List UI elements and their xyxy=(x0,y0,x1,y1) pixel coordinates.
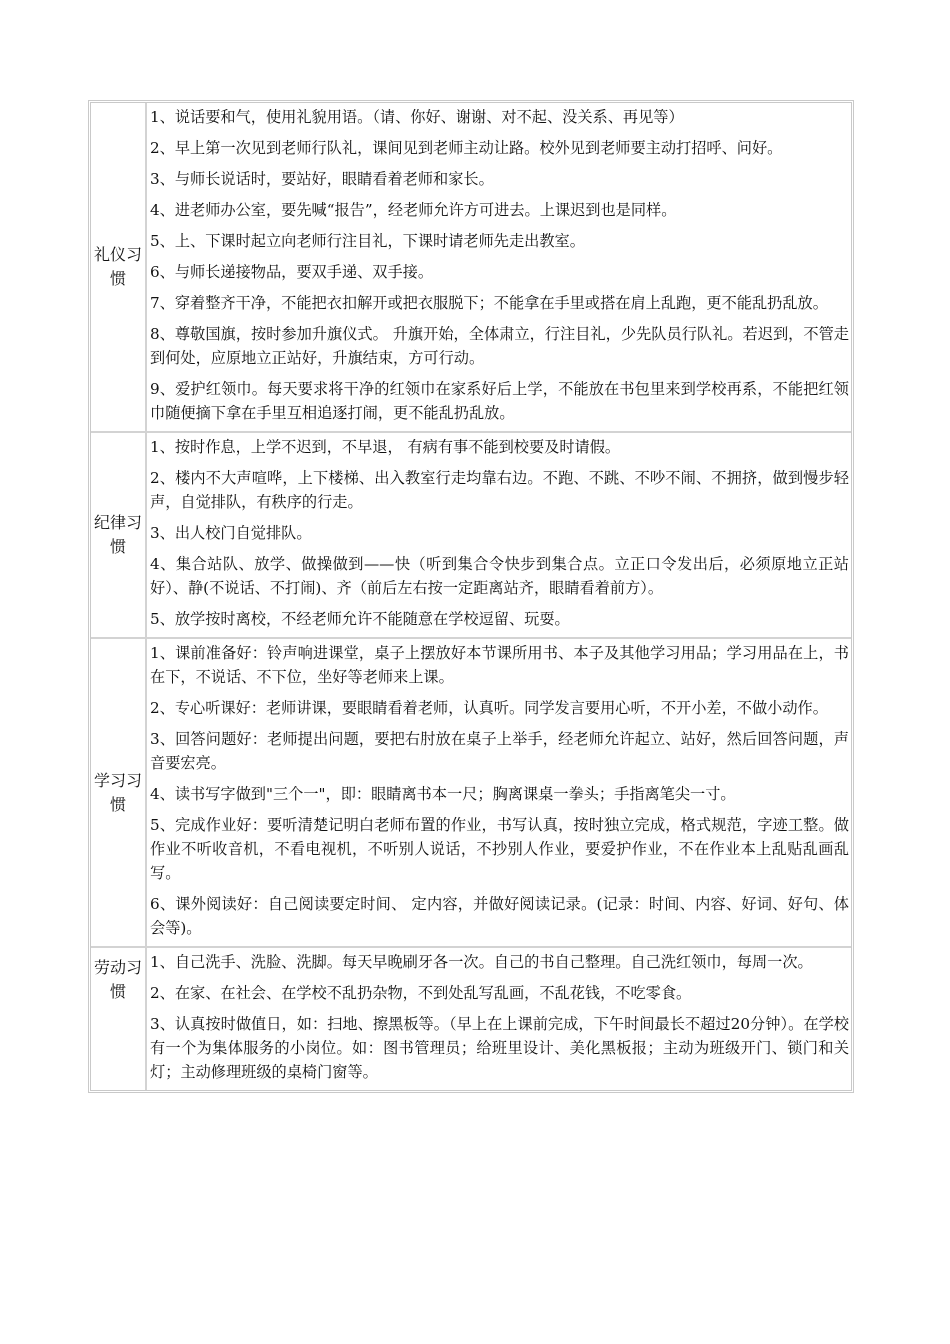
item-list xyxy=(147,639,851,946)
section-discipline xyxy=(91,433,851,639)
list-item: 5、完成作业好：要听清楚记明白老师布置的作业，书写认真，按时独立完成，格式规范，字迹工整。做作业不听收音机，不看电视机，不听别人说话，不抄别人作业，要爱护作业，不在作业本上乱贴乱画乱写。 xyxy=(150,816,849,882)
list-item: 3、认真按时做值日，如：扫地、擦黑板等。（早上在上课前完成，下午时间最长不超过20分钟）。在学校有一个为集体服务的小岗位。如：图书管理员；给班里设计、美化黑板报；主动为班级开门、锁门和关灯；主动修理班级的桌椅门窗等。 xyxy=(150,1015,849,1081)
habits-table xyxy=(88,100,854,1093)
category-label: 劳动习惯 xyxy=(91,948,147,1090)
section-etiquette xyxy=(91,103,851,433)
section-study xyxy=(91,639,851,948)
list-item: 1、说话要和气，使用礼貌用语。（请、你好、谢谢、对不起、没关系、再见等） xyxy=(150,108,684,126)
list-item: 2、在家、在社会、在学校不乱扔杂物，不到处乱写乱画，不乱花钱，不吃零食。 xyxy=(150,984,692,1002)
category-label: 学习习惯 xyxy=(91,639,147,946)
list-item: 2、专心听课好：老师讲课，要眼睛看着老师，认真听。同学发言要用心听，不开小差，不做小动作。 xyxy=(150,699,828,717)
list-item: 2、楼内不大声喧哗，上下楼梯、出入教室行走均靠右边。不跑、不跳、不吵不闹、不拥挤，做到慢步轻声，自觉排队，有秩序的行走。 xyxy=(150,469,849,511)
list-item: 6、与师长递接物品，要双手递、双手接。 xyxy=(150,263,434,281)
category-label: 纪律习惯 xyxy=(91,433,147,637)
list-item: 6、课外阅读好：自己阅读要定时间、 定内容，并做好阅读记录。(记录：时间、内容、好词、好句、体会等)。 xyxy=(150,895,849,937)
list-item: 7、穿着整齐干净，不能把衣扣解开或把衣服脱下；不能拿在手里或搭在肩上乱跑，更不能乱扔乱放。 xyxy=(150,294,828,312)
list-item: 5、上、下课时起立向老师行注目礼，下课时请老师先走出教室。 xyxy=(150,232,585,250)
list-item: 2、早上第一次见到老师行队礼，课间见到老师主动让路。校外见到老师要主动打招呼、问好。 xyxy=(150,139,783,157)
list-item: 8、尊敬国旗，按时参加升旗仪式。 升旗开始，全体肃立，行注目礼，少先队员行队礼。若迟到，不管走到何处，应原地立正站好，升旗结束，方可行动。 xyxy=(150,325,849,367)
list-item: 4、集合站队、放学、做操做到——快（听到集合令快步到集合点。立正口令发出后，必须原地立正站好）、静(不说话、不打闹)、齐（前后左右按一定距离站齐，眼睛看着前方）。 xyxy=(150,555,849,597)
item-list xyxy=(147,433,851,637)
list-item: 1、课前准备好：铃声响进课堂，桌子上摆放好本节课所用书、本子及其他学习用品；学习用品在上，书在下，不说话、不下位，坐好等老师来上课。 xyxy=(150,644,849,686)
list-item: 5、放学按时离校，不经老师允许不能随意在学校逗留、玩耍。 xyxy=(150,610,570,628)
item-list xyxy=(147,948,851,1090)
list-item: 1、按时作息，上学不迟到，不早退， 有病有事不能到校要及时请假。 xyxy=(150,438,621,456)
list-item: 3、与师长说话时，要站好，眼睛看着老师和家长。 xyxy=(150,170,494,188)
category-label: 礼仪习惯 xyxy=(91,103,147,431)
section-labor xyxy=(91,948,851,1090)
list-item: 3、回答问题好：老师提出问题，要把右肘放在桌子上举手，经老师允许起立、站好，然后回答问题，声音要宏亮。 xyxy=(150,730,849,772)
list-item: 1、自己洗手、洗脸、洗脚。每天早晚刷牙各一次。自己的书自己整理。自己洗红领巾，每周一次。 xyxy=(150,953,813,971)
list-item: 9、爱护红领巾。每天要求将干净的红领巾在家系好后上学，不能放在书包里来到学校再系，不能把红领巾随便摘下拿在手里互相追逐打闹，更不能乱扔乱放。 xyxy=(150,380,849,422)
list-item: 3、出人校门自觉排队。 xyxy=(150,524,312,542)
list-item: 4、进老师办公室，要先喊“报告”，经老师允许方可进去。上课迟到也是同样。 xyxy=(150,201,677,219)
item-list xyxy=(147,103,851,431)
list-item: 4、读书写字做到"三个一"，即：眼睛离书本一尺；胸离课桌一拳头；手指离笔尖一寸。 xyxy=(150,785,736,803)
